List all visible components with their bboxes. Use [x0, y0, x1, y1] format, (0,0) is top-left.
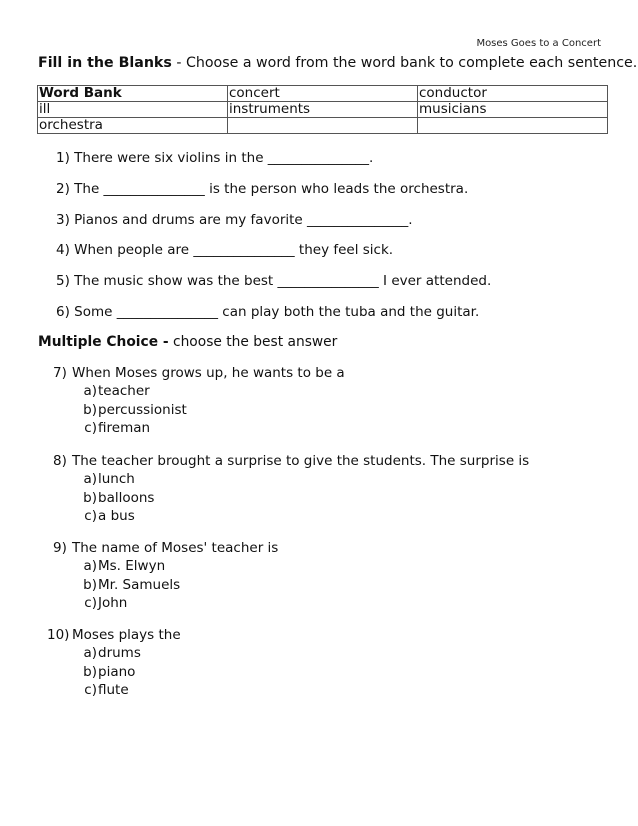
answer-option: [38, 489, 598, 508]
answer-option: [38, 594, 598, 613]
word-bank-cell: ill: [38, 102, 228, 118]
word-bank-header: Word Bank: [38, 86, 228, 102]
multiple-choice-title: Multiple Choice -: [38, 334, 169, 350]
question-text: The music show was the best _______________ I ever attended.: [74, 273, 492, 289]
word-bank-cell: musicians: [418, 102, 608, 118]
option-text: fireman: [98, 420, 151, 436]
question-stem: [38, 626, 598, 644]
answer-option: [38, 507, 598, 526]
word-bank-cell: orchestra: [38, 118, 228, 134]
word-bank-row: [38, 86, 608, 102]
option-letter: c): [84, 508, 97, 524]
answer-option: [38, 401, 598, 420]
fill-in-blanks-instructions: - Choose a word from the word bank to complete each sentence.: [171, 55, 638, 71]
mc-question-10: [38, 626, 598, 700]
option-letter: a): [83, 383, 97, 399]
question-stem: [38, 452, 598, 470]
fill-in-blanks-title: Fill in the Blanks: [38, 55, 172, 71]
question-number: 9): [53, 540, 67, 556]
word-bank-cell: conductor: [418, 86, 608, 102]
answer-option: [38, 576, 598, 595]
fill-question-4: [56, 242, 393, 259]
question-number: 6): [56, 304, 70, 320]
option-letter: b): [83, 489, 97, 506]
option-letter: c): [84, 595, 97, 611]
word-bank-cell: [228, 118, 418, 134]
question-text: There were six violins in the _______________.: [74, 150, 374, 166]
fill-in-blanks-heading: [38, 54, 638, 72]
question-text: When people are _______________ they feel sick.: [74, 242, 394, 258]
question-number: 1): [56, 150, 70, 166]
fill-question-5: [56, 273, 491, 290]
question-number: 2): [56, 181, 70, 197]
option-letter: b): [83, 401, 97, 418]
answer-option: [38, 470, 598, 489]
option-text: teacher: [98, 383, 150, 399]
question-number: 7): [53, 365, 67, 381]
question-text: The name of Moses' teacher is: [72, 540, 279, 556]
page-header: Moses Goes to a Concert: [476, 38, 601, 49]
option-text: John: [98, 595, 128, 611]
option-letter: b): [83, 576, 97, 593]
question-text: Some _______________ can play both the tuba and the guitar.: [74, 304, 480, 320]
option-text: lunch: [98, 471, 135, 487]
question-number: 8): [53, 453, 67, 469]
mc-question-9: [38, 539, 598, 613]
fill-question-1: [56, 150, 373, 167]
question-text: The _______________ is the person who leads the orchestra.: [74, 181, 469, 197]
answer-option: [38, 382, 598, 401]
question-number: 4): [56, 242, 70, 258]
question-text: Moses plays the: [72, 627, 181, 643]
answer-option: [38, 644, 598, 663]
fill-question-2: [56, 181, 468, 198]
fill-question-3: [56, 212, 413, 229]
option-text: percussionist: [98, 401, 187, 418]
question-number: 10): [47, 627, 70, 643]
question-stem: [38, 539, 598, 557]
option-letter: a): [83, 471, 97, 487]
answer-option: [38, 663, 598, 682]
option-text: balloons: [98, 489, 155, 506]
option-letter: b): [83, 663, 97, 680]
option-text: piano: [98, 663, 136, 680]
option-letter: a): [83, 558, 97, 574]
option-text: drums: [98, 645, 141, 661]
question-number: 3): [56, 212, 70, 228]
answer-option: [38, 681, 598, 700]
multiple-choice-heading: [38, 333, 337, 351]
word-bank-table: [37, 85, 608, 134]
multiple-choice-instructions: choose the best answer: [168, 334, 338, 350]
option-letter: a): [83, 645, 97, 661]
answer-option: [38, 419, 598, 438]
mc-question-8: [38, 452, 598, 526]
question-text: Pianos and drums are my favorite _______________.: [74, 212, 413, 228]
question-number: 5): [56, 273, 70, 289]
question-text: The teacher brought a surprise to give the students. The surprise is: [72, 453, 530, 469]
word-bank-cell: instruments: [228, 102, 418, 118]
fill-question-6: [56, 304, 479, 321]
word-bank-cell: [418, 118, 608, 134]
word-bank-row: [38, 102, 608, 118]
option-letter: c): [84, 682, 97, 698]
word-bank-row: [38, 118, 608, 134]
word-bank-cell: concert: [228, 86, 418, 102]
option-text: flute: [98, 682, 129, 698]
option-letter: c): [84, 420, 97, 436]
question-stem: [38, 364, 598, 382]
mc-question-7: [38, 364, 598, 438]
answer-option: [38, 557, 598, 576]
option-text: Mr. Samuels: [98, 576, 181, 593]
option-text: Ms. Elwyn: [98, 558, 166, 574]
question-text: When Moses grows up, he wants to be a: [72, 365, 345, 381]
option-text: a bus: [98, 508, 135, 524]
